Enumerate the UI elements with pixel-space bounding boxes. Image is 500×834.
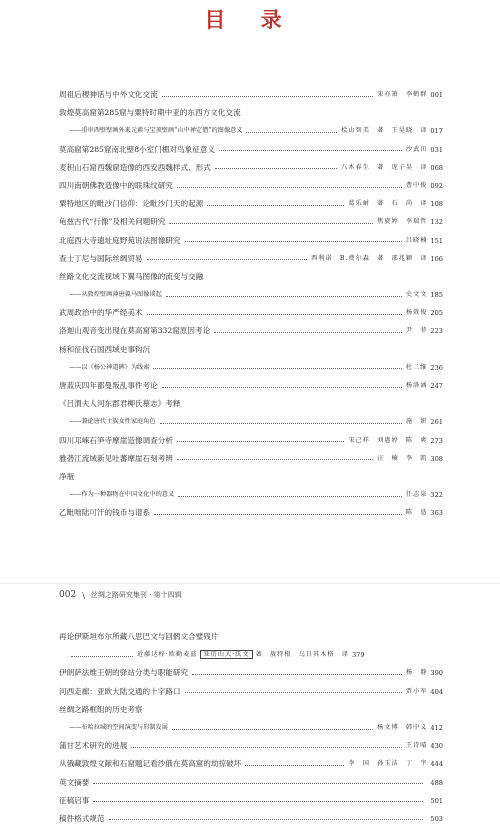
toc-entry <box>59 177 443 195</box>
dot-leader <box>214 332 402 333</box>
toc-entry-title: 雅砻江流域新见吐蕃摩崖石刻考辨 <box>59 453 173 463</box>
toc-entry-page: 261 <box>430 418 443 427</box>
boxed-author-name: 亚历山大·沃文 <box>200 650 252 659</box>
toc-entry-author: 沙武田 <box>405 145 428 153</box>
dot-leader <box>162 96 373 97</box>
toc-entry-title: 敦煌莫高窟第285窟与粟特时期中亚的东西方文化交流 <box>59 108 241 118</box>
toc-entry-page: 501 <box>430 796 443 805</box>
dot-leader <box>131 747 402 748</box>
toc-entry-title <box>59 628 443 646</box>
toc-entry-author: 李 国 孙玉洁 丁 宇 <box>348 760 428 768</box>
toc-entry-title: 征稿启事 <box>59 795 90 805</box>
toc-entry-page: 503 <box>430 814 443 823</box>
dot-leader <box>71 656 133 657</box>
toc-entry-page: 390 <box>430 669 443 678</box>
toc-entry-title: 粟特地区的毗沙门信仰：论毗沙门天的起源 <box>59 199 204 209</box>
dot-leader <box>147 314 402 315</box>
toc-entry <box>59 250 443 268</box>
toc-entry <box>59 737 443 755</box>
toc-entry-author: 杨文博 韩中义 <box>377 723 428 731</box>
dot-leader <box>185 241 402 242</box>
toc-entry-page: 166 <box>430 254 443 263</box>
dot-leader <box>162 387 402 388</box>
toc-entry-title: 武周政治中的华严经美术 <box>59 308 143 318</box>
toc-entry <box>59 755 443 773</box>
toc-entry-page: 412 <box>430 723 443 732</box>
toc-entry-author: 近藤达梓·欧勤麦兹 亚历山大·沃文 著 敖特根 乌日其木格 译 <box>137 651 349 659</box>
toc-entry-author: 贾小军 <box>405 687 428 695</box>
toc-entry-page: 017 <box>430 127 443 136</box>
dot-leader <box>192 674 402 675</box>
toc-entry <box>59 213 443 231</box>
toc-entry-title: 北庭西大寺遗址庭野苑说法图像研究 <box>59 235 181 245</box>
journal-name: 丝绸之路研究集刊 · 第十四辑 <box>90 591 182 599</box>
toc-list-secondary <box>59 628 443 828</box>
page-number: 002 <box>59 590 77 600</box>
dot-leader <box>207 205 344 206</box>
toc-entry-author: 八木春生 著 庞子昊 译 <box>341 163 428 171</box>
toc-entry-author: 西利诺 B.费尔森 著 邵兆颖 译 <box>311 254 428 262</box>
toc-entry <box>59 646 443 664</box>
toc-entry-title: 丝路文化交流视域下翼马图像的流变与交融 <box>59 271 204 281</box>
toc-entry-author: 宋己祥 刘惠婷 陈 爽 <box>348 436 428 444</box>
toc-entry-author: 汪 楠 李 凯 <box>377 454 428 462</box>
toc-entry-page: 223 <box>430 327 443 336</box>
toc-entry <box>59 341 443 359</box>
toc-entry-title: 蒲甘艺术研究的进展 <box>59 741 128 751</box>
running-head-separator: \ <box>82 590 85 600</box>
dot-leader <box>166 296 402 297</box>
toc-entry-title: 洛迦山观音变出现在莫高窟第332窟原因考论 <box>59 326 211 336</box>
dot-leader <box>93 783 423 784</box>
toc-entry <box>59 792 443 810</box>
toc-entry-title: 净瓶 <box>59 471 75 481</box>
toc-entry-author: 曹中俊 <box>405 181 428 189</box>
dot-leader <box>215 168 337 169</box>
dot-leader <box>109 819 424 820</box>
toc-entry-title: 唐蓝庆四年都曼叛乱事件考论 <box>59 381 158 390</box>
toc-entry <box>59 122 443 140</box>
toc-entry-page: 236 <box>430 363 443 372</box>
dot-leader <box>245 765 344 766</box>
toc-entry-title: 龟兹古代“行像”及相关问题研究 <box>59 217 166 227</box>
toc-entry <box>59 395 443 413</box>
toc-entry-author: 杨 静 <box>405 669 428 677</box>
toc-entry-title: 河西走廊：亚欧大陆交通的十字路口 <box>59 686 181 696</box>
page-divider <box>0 583 500 584</box>
toc-entry-title: ——重审西壁壁画外来元素与宝顶壁画“山中禅定僧”的图像意义 <box>69 127 243 135</box>
toc-entry-title: 《吕渭夫人河东郡君柳氏墓志》考释 <box>59 399 181 409</box>
toc-entry-page: 132 <box>430 218 443 227</box>
toc-entry <box>59 664 443 682</box>
toc-entry-title: ——布哈拉城的空间演变与形制发展 <box>69 723 168 731</box>
toc-entry-title-text: 再论伊斯坦布尔所藏八思巴文与回鹘文合璧残片 <box>59 632 219 641</box>
toc-entry <box>59 304 443 322</box>
toc-entry-title: ——作为一种器物在中国文化中的意义 <box>69 491 175 499</box>
toc-entry-page: 273 <box>430 436 443 445</box>
toc-entry-page: 205 <box>430 309 443 318</box>
toc-entry-title: 杨和征伐石国西域史事钩沉 <box>59 344 151 354</box>
toc-entry <box>59 450 443 468</box>
toc-entry <box>59 195 443 213</box>
toc-entry-title: 乙毗咄陆可汗的钱币与谱系 <box>59 508 151 518</box>
toc-entry <box>59 322 443 340</box>
toc-entry <box>59 232 443 250</box>
dot-leader <box>153 368 401 369</box>
dot-leader <box>177 441 344 442</box>
toc-entry-title: 稿件格式规范 <box>59 813 105 823</box>
toc-entry-page: 108 <box>430 200 443 209</box>
toc-entry-author: 杜二维 <box>405 363 428 371</box>
toc-entry <box>59 486 443 504</box>
toc-entry-title: ——以《杨公神道碑》为线索 <box>69 363 150 371</box>
toc-entry-page: 185 <box>430 291 443 300</box>
toc-entry-title: 英文摘要 <box>59 777 90 787</box>
toc-entry-author: 施 妍 <box>405 418 428 426</box>
toc-entry-title: ——从敦煌壁画薄唐翼马图像谈起 <box>69 291 162 299</box>
toc-entry-page: 444 <box>430 760 443 769</box>
toc-entry <box>59 86 443 104</box>
toc-entry-author: 焦旋婷 李瑞哲 <box>377 218 428 226</box>
toc-entry-page: 068 <box>430 163 443 172</box>
toc-entry-author: 吕晓楠 <box>405 236 428 244</box>
toc-entry-author: 史文文 <box>405 291 428 299</box>
toc-entry-page: 363 <box>430 509 443 518</box>
dot-leader <box>178 496 402 497</box>
dot-leader <box>93 801 423 802</box>
toc-entry <box>59 468 443 486</box>
toc-entry <box>59 286 443 304</box>
toc-entry-title: 四川邛崃石笋寺摩崖造像调查分析 <box>59 435 173 445</box>
toc-entry <box>59 359 443 377</box>
toc-entry-title: 丝绸之路框组的历史考察 <box>59 704 143 714</box>
toc-entry-author: 桧山智美 著 王昊晓 译 <box>341 127 428 135</box>
dot-leader <box>177 459 373 460</box>
toc-entry-page: 001 <box>430 91 443 99</box>
toc-entry <box>59 268 443 286</box>
toc-entry-title: 四川南朝佛教造像中的联珠纹研究 <box>59 180 173 190</box>
toc-entry-author: 王诗晴 <box>405 742 428 750</box>
toc-entry-author: 任志泉 <box>405 491 428 499</box>
toc-entry <box>59 377 443 395</box>
toc-entry-title: ——兼论唐代士族女性家庭角色 <box>69 418 156 426</box>
toc-entry-page: 404 <box>430 687 443 696</box>
toc-entry <box>59 141 443 159</box>
dot-leader <box>219 150 402 151</box>
toc-entry-author: 杨效俊 <box>405 309 428 317</box>
toc-entry <box>59 701 443 719</box>
toc-entry <box>59 432 443 450</box>
toc-entry-author: 宋亦箫 李鹤群 <box>377 91 428 98</box>
running-head <box>59 590 182 600</box>
toc-entry-title: 从俄藏敦煌文献和石窟题记看沙俄在莫高窟的劫掠破坏 <box>59 759 242 769</box>
toc-entry-author: 陈 恳 <box>405 509 428 517</box>
toc-entry-title: 周祖后稷神话与中外文化交流 <box>59 90 158 99</box>
toc-entry-title: 查士丁尼与国际丝绸贸易 <box>59 253 143 263</box>
toc-entry-author: 杨洛涵 <box>405 382 428 389</box>
toc-entry-page: 322 <box>430 491 443 500</box>
toc-entry-page: 092 <box>430 181 443 190</box>
toc-entry-author: 尹 菲 <box>405 327 428 335</box>
dot-leader <box>185 692 402 693</box>
toc-entry <box>59 413 443 431</box>
dot-leader <box>154 514 402 515</box>
toc-entry <box>59 810 443 828</box>
toc-entry-title: 伊朗萨法维王朝的驿站分类与职能研究 <box>59 668 189 678</box>
dot-leader <box>147 259 308 260</box>
toc-entry <box>59 774 443 792</box>
dot-leader <box>177 187 402 188</box>
toc-entry-page: 308 <box>430 454 443 463</box>
toc-entry-page: 379 <box>351 651 365 660</box>
toc-entry-page: 151 <box>430 236 443 245</box>
toc-list-primary <box>59 86 443 523</box>
toc-entry-title: 麦积山石窟西魏窟造像的西安西魏样式、形式 <box>59 162 211 172</box>
toc-entry-page: 430 <box>430 742 443 751</box>
toc-entry <box>59 504 443 522</box>
toc-entry <box>59 719 443 737</box>
toc-entry <box>59 683 443 701</box>
dot-leader <box>172 729 373 730</box>
page-title: 目 录 <box>204 7 296 32</box>
dot-leader <box>160 423 402 424</box>
dot-leader <box>246 132 337 133</box>
toc-entry <box>59 159 443 177</box>
toc-entry-page: 031 <box>430 145 443 154</box>
toc-entry-title: 莫高窟第285窟南北壁8小室门楣对鸟象征意义 <box>59 144 216 154</box>
toc-entry-page: 247 <box>430 382 443 390</box>
toc-entry-author: 葛乐耐 著 石 尚 译 <box>348 200 428 208</box>
toc-entry <box>59 104 443 122</box>
dot-leader <box>169 223 373 224</box>
toc-entry-page: 488 <box>430 778 443 787</box>
